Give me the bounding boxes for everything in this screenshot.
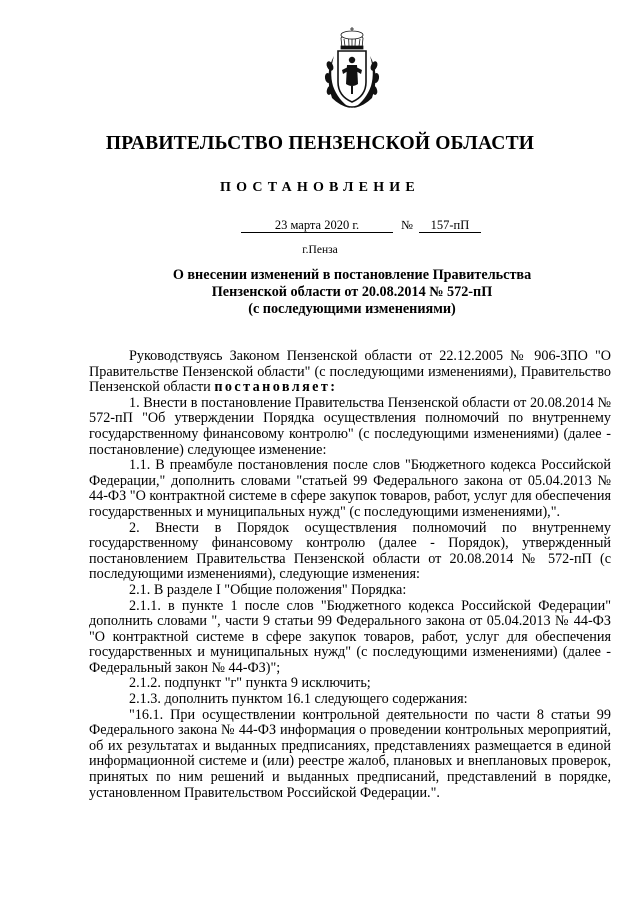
preamble-text: Руководствуясь Законом Пензенской области от 22.12.2005 № 906-ЗПО "О Правительстве Пензенской области" (с последующими изменениями), Правительство Пензенской области (89, 348, 611, 396)
decree-number: 157-пП (419, 218, 481, 233)
document-body (89, 349, 611, 801)
paragraph-2-1-1: 2.1.1. в пункте 1 после слов "Бюджетного кодекса Российской Федерации" дополнить словами ", части 9 статьи 99 Федерального закона от 05.04.2013 № 44-ФЗ "О контрактной системе в сфере закупок товаров, работ, услуг для обеспечения государственных и муниципальных нужд" (с последующими изменениями) (далее - Федеральный закон № 44-ФЗ)"; (89, 597, 611, 676)
document-title (0, 267, 640, 318)
paragraph-2-1-3: 2.1.3. дополнить пунктом 16.1 следующего содержания: (129, 691, 468, 708)
city: г.Пенза (302, 244, 338, 256)
paragraph-16-1: "16.1. При осуществлении контрольной деятельности по части 8 статьи 99 Федерального закона № 44-ФЗ информация о проведении контрольных мероприятий, об их результатах и выданных предписаниях, представлениях размещается в единой информационной системе и (или) реестре жалоб, плановых и внеплановых проверок, принятых по ним решений и выданных предписаний, представлений в порядке, установленном Правительством Российской Федерации.". (89, 706, 611, 801)
paragraph-1-1: 1.1. В преамбуле постановления после слов "Бюджетного кодекса Российской Федерации," дополнить словами "статьей 99 Федерального закона от 05.04.2013 № 44-ФЗ "О контрактной системе в сфере закупок товаров, работ, услуг для обеспечения государственных и муниципальных нужд" (с последующими изменениями),". (89, 457, 611, 520)
date-number-line (241, 218, 481, 233)
resolves-word: постановляет: (214, 379, 338, 396)
number-sign: № (401, 218, 413, 232)
title-line: (с последующими изменениями) (248, 301, 456, 317)
preamble-paragraph (89, 349, 611, 396)
decree-date: 23 марта 2020 г. (241, 218, 393, 233)
paragraph-1: 1. Внести в постановление Правительства Пензенской области от 20.08.2014 № 572-пП "Об утверждении Порядка осуществления полномочий по внутреннему государственному финансовому контролю" (с последующими изменениями) (далее - постановление) следующее изменение: (89, 394, 611, 458)
title-line: О внесении изменений в постановление Правительства (172, 267, 532, 283)
document-type: ПОСТАНОВЛЕНИЕ (220, 180, 420, 195)
penza-coat-of-arms-icon (318, 24, 386, 110)
government-name: ПРАВИТЕЛЬСТВО ПЕНЗЕНСКОЙ ОБЛАСТИ (105, 133, 535, 154)
paragraph-2-1: 2.1. В разделе I "Общие положения" Порядка: (129, 581, 407, 598)
paragraph-2: 2. Внести в Порядок осуществления полномочий по внутреннему государственному финансовому контролю (далее - Порядок), утвержденный постановлением Правительства Пензенской области от 20.08.2014 № 572-пП (с последующими изменениями), следующие изменения: (89, 519, 611, 583)
paragraph-2-1-2: 2.1.2. подпункт "г" пункта 9 исключить; (129, 675, 371, 692)
title-line: Пензенской области от 20.08.2014 № 572-пП (211, 284, 493, 300)
